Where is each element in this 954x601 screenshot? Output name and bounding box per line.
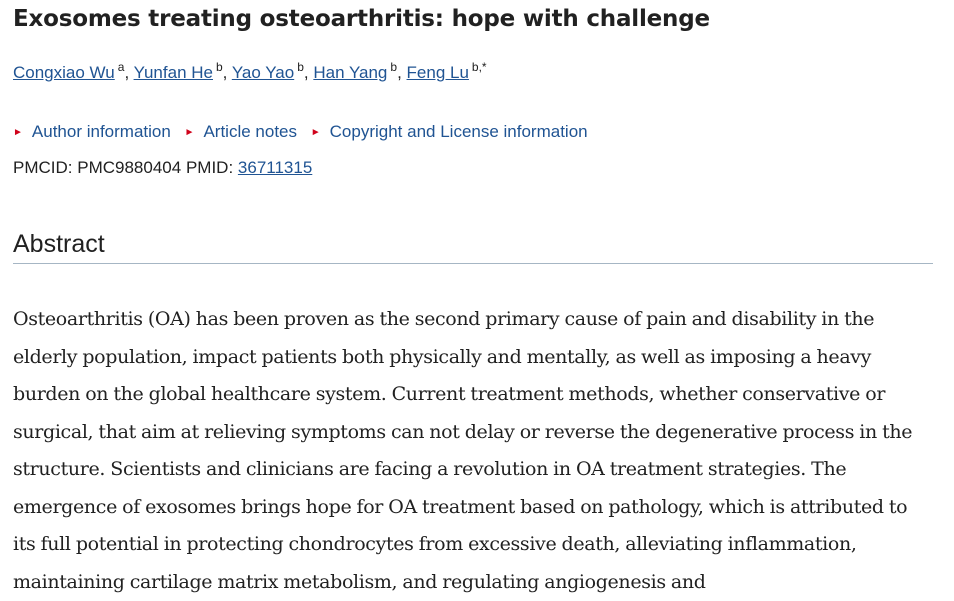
copyright-license-label: Copyright and License information [329,122,588,141]
article-identifiers [13,155,312,181]
author-link[interactable]: Feng Lu [406,63,469,82]
author-affiliation: b [390,60,398,75]
author-link[interactable]: Han Yang [313,63,388,82]
author-separator: , [397,63,407,82]
article-title: Exosomes treating osteoarthritis: hope with challenge [13,6,710,32]
pmcid-label: PMCID: [13,158,73,177]
author-link[interactable]: Congxiao Wu [13,63,115,82]
author-affiliation: b,* [471,60,487,75]
abstract-paragraph: Osteoarthritis (OA) has been proven as the second primary cause of pain and disability in the elderly population, impact patients both physically and mentally, as well as imposing a heavy burden on the global healthcare system. Current treatment methods, whether conservative or surgical, that aim at relieving symptoms can not delay or reverse the degenerative process in the structure. Scientists and clinicians are facing a revolution in OA treatment strategies. The emergence of exosomes brings hope for OA treatment based on pathology, which is attributed to its full potential in protecting chondrocytes from excessive death, alleviating inflammation, maintaining cartilage matrix metabolism, and regulating angiogenesis and [13,308,913,593]
triangle-right-icon: ► [310,127,321,138]
author-link[interactable]: Yunfan He [133,63,213,82]
abstract-heading: Abstract [13,230,105,258]
author-information-label: Author information [31,122,171,141]
author-separator: , [303,63,314,82]
article-notes-toggle[interactable] [185,119,297,146]
author-affiliation: b [297,60,304,75]
article-info-toggles [13,119,597,146]
triangle-right-icon: ► [13,127,23,138]
author-separator: , [124,63,134,82]
author-information-toggle[interactable] [13,119,171,146]
pmcid-value: PMC9880404 [77,158,182,177]
author-affiliation: b [215,60,223,75]
author-list [13,60,487,86]
pmid-label: PMID: [185,158,234,177]
author-affiliation: a [117,60,125,75]
copyright-license-toggle[interactable] [311,119,588,146]
triangle-right-icon: ► [184,127,195,138]
pmid-link[interactable]: 36711315 [237,158,313,177]
section-divider [13,263,933,264]
author-link[interactable]: Yao Yao [231,63,295,82]
article-notes-label: Article notes [203,122,297,141]
author-separator: , [222,63,232,82]
